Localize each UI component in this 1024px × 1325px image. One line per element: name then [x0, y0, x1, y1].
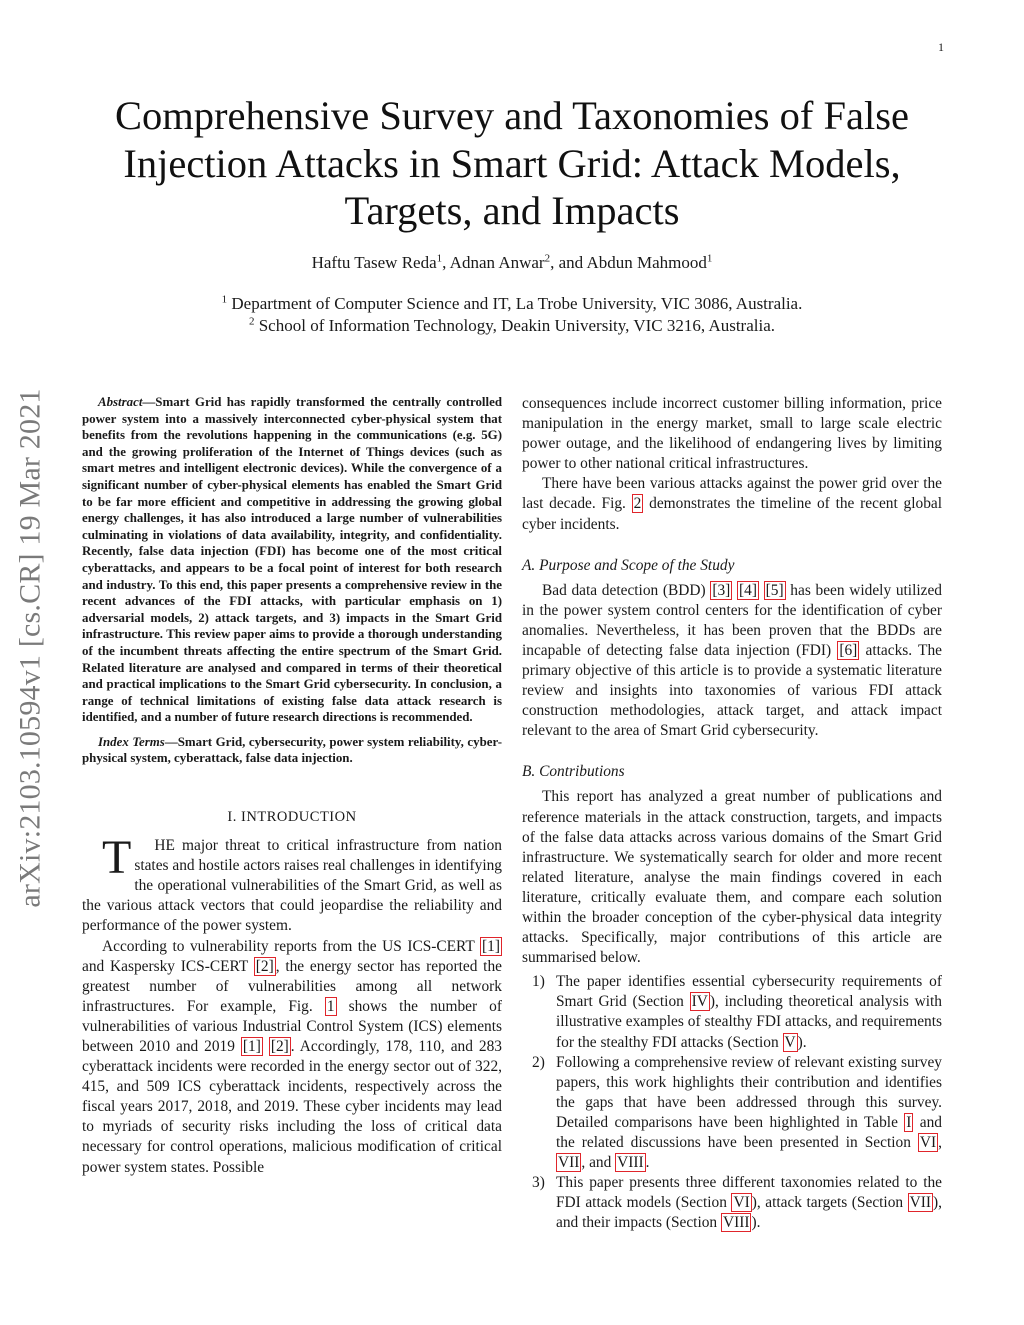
citation-link[interactable]: [2] — [270, 1038, 289, 1055]
title-line: Targets, and Impacts — [344, 188, 680, 233]
subsection-heading-contributions: B. Contributions — [522, 763, 625, 781]
text-run: ), attack targets (Section — [751, 1194, 908, 1212]
citation-link[interactable]: [5] — [765, 581, 784, 599]
list-number: 2) — [532, 1053, 545, 1071]
arxiv-stamp — [0, 348, 62, 948]
affil-mark: 2 — [248, 315, 255, 328]
abstract — [82, 394, 502, 726]
index-terms-text: —Smart Grid, cybersecurity, power system reliability, cyber-physical system, cyberattack, false data injection. — [82, 734, 502, 766]
section-link[interactable]: VI — [733, 1194, 750, 1212]
figure-link[interactable]: 2 — [633, 495, 642, 513]
citation-link[interactable]: [2] — [255, 957, 274, 975]
text-run — [263, 1038, 269, 1055]
author-affil-mark: 1 — [436, 252, 443, 265]
list-item — [522, 1053, 942, 1174]
table-link[interactable]: I — [906, 1113, 912, 1131]
section-link[interactable]: V — [784, 1033, 796, 1051]
affiliation-text: Department of Computer Science and IT, La Trobe University, VIC 3086, Australia. — [227, 294, 803, 313]
text-run: has been widely utilized in the power system control centers for the identification of cyber anomalies. Nevertheless, it has been proven that the BDDs are incapable of detecting false data injection (FDI) — [522, 581, 942, 659]
intro-p1-text: HE major threat to critical infrastructure from nation states and hostile actors raises real challenges in identifying the operational vulnerabilities of the Smart Grid, as well as the various attack vectors that could jeopardise the reliability and performance of the power system. — [82, 837, 502, 935]
title-line: Comprehensive Survey and Taxonomies of False — [115, 93, 909, 138]
author-affil-mark: 2 — [544, 252, 551, 265]
figure-link[interactable]: 1 — [326, 997, 335, 1015]
citation-link[interactable]: [6] — [839, 641, 858, 659]
text-run: According to vulnerability reports from the US ICS-CERT — [102, 937, 481, 955]
text-run: . Accordingly, 178, 110, and 283 cyberattack incidents were recorded in the energy sector out of 322, 415, and 509 ICS cyberattack incidents, respectively across the fiscal years 2017, 2018, and 2019. These cyber incidents may lead to myriads of security risks including the loss of critical data necessary for control operations, malicious modification of critical power system states. Possible — [82, 1038, 502, 1176]
list-item — [522, 1173, 942, 1233]
contributions-paragraph: This report has analyzed a great number of publications and reference materials in the attack construction, targets, and impacts of the false data attacks across various domains of the Smart Grid infrastructure. We systematically search for older and more recent related literature, analyse the main findings covered in each literature, critically evaluate them, and compare each solution within the broader conception of the cyber-physical data integrity attacks. Specifically, major contributions of this article are summarised below. — [522, 788, 942, 967]
citation-link[interactable]: [1] — [242, 1038, 261, 1055]
text-run: , the energy sector has reported the greatest number of vulnerabilities among all network infrastructures. For example, Fig. — [82, 957, 502, 1015]
affiliation-text: School of Information Technology, Deakin University, VIC 3216, Australia. — [254, 316, 776, 335]
abstract-text: —Smart Grid has rapidly transformed the centrally controlled power system into a massively interconnected cyber-physical system that benefits from the revolutions happening in the communications (e.g. 5G) and the growing proliferation of the Internet of Things devices (such as smart metres and intelligent electronic devices). While the convergence of a significant number of cyber-physical elements has enabled the Smart Grid to be far more efficient and competitive in addressing the growing global energy challenges, it has also introduced a large number of vulnerabilities culminating in violations of data availability, integrity, and confidentiality. Recently, false data injection (FDI) has become one of the most critical cyberattacks, and appears to be a focal point of interest for both research and industry. To this end, this paper presents a comprehensive review in the recent advances of the FDI attacks, with particular emphasis on 1) adversarial models, 2) attack targets, and 3) impacts in the Smart Grid infrastructure. This review paper aims to provide a thorough understanding of the incumbent threats affecting the entire spectrum of the Smart Grid. Related literature are analysed and compared in terms of their theoretical and practical implications to the Smart Grid cybersecurity. In conclusion, a range of technical limitations of existing false data attack research is identified, and a number of future research directions is recommended. — [82, 395, 502, 725]
text-run: ), including theoretical analysis with illustrative examples of stealthy FDI attacks, and requirements for the stealthy FDI attacks (Section — [556, 993, 943, 1051]
section-link[interactable]: VIII — [722, 1214, 750, 1232]
text-run: Bad data detection (BDD) — [542, 581, 711, 599]
text-run: The paper identifies essential cybersecurity requirements of Smart Grid (Section — [556, 973, 942, 1011]
left-column — [82, 394, 502, 1178]
text-run: and the related discussions have been presented in Section — [556, 1113, 942, 1151]
section-link[interactable]: VII — [909, 1194, 932, 1212]
text-run: demonstrates the timeline of the recent global cyber incidents. — [522, 495, 942, 533]
right-paragraph-1: consequences include incorrect customer billing information, price manipulation in the energy market, small to large scale electric power outage, and the likelihood of endangering lives by limiting power to other national critical infrastructures. — [522, 395, 942, 473]
affiliation — [0, 293, 1024, 315]
citation-link[interactable]: [4] — [739, 581, 757, 599]
affil-mark: 1 — [221, 293, 228, 306]
list-number: 3) — [532, 1174, 545, 1192]
text-run: attacks. The primary objective of this article is to provide a systematic literature review and insights into taxonomies of various FDI attack construction methodologies, attack target, and attack impact relevant to the area of Smart Grid cybersecurity. — [522, 641, 942, 740]
section-link[interactable]: VIII — [617, 1154, 644, 1172]
section-link[interactable]: VII — [558, 1154, 580, 1172]
text-run: ). — [751, 1214, 761, 1232]
text-run: ). — [797, 1033, 807, 1051]
text-run: , and — [581, 1154, 616, 1172]
subsection-heading-purpose: A. Purpose and Scope of the Study — [522, 556, 735, 574]
author-list — [0, 253, 1024, 273]
page-number: 1 — [938, 40, 944, 54]
paper-title — [0, 92, 1024, 235]
text-run: shows the number of vulnerabilities of various Industrial Control System (ICS) elements between 2010 and 2019 — [82, 997, 502, 1055]
intro-paragraph-1 — [82, 831, 502, 936]
section-link[interactable]: VI — [919, 1134, 937, 1151]
text-run: . — [645, 1154, 650, 1172]
right-column — [522, 394, 942, 1233]
text-run: and Kaspersky ICS-CERT — [82, 957, 254, 975]
title-line: Injection Attacks in Smart Grid: Attack Models, — [123, 140, 901, 186]
affiliation — [0, 315, 1024, 337]
text-run: There have been various attacks against the power grid over the last decade. Fig. — [522, 475, 942, 513]
affiliations — [0, 293, 1024, 337]
abstract-lead: Abstract — [98, 395, 143, 409]
section-title-first: I — [241, 809, 247, 826]
intro-paragraph-2 — [82, 937, 502, 1178]
author-name: , and Abdun Mahmood — [550, 253, 707, 272]
author-name: , Adnan Anwar — [442, 253, 545, 272]
index-terms — [82, 734, 502, 767]
citation-link[interactable]: [3] — [712, 581, 731, 599]
drop-cap: T — [102, 831, 132, 885]
right-paragraph-2 — [522, 474, 942, 534]
section-number: I. — [227, 809, 242, 826]
section-link[interactable]: IV — [691, 993, 708, 1011]
contributions-list — [522, 972, 942, 1233]
list-number: 1) — [532, 973, 545, 991]
purpose-paragraph — [522, 581, 942, 742]
author-name: Haftu Tasew Reda — [311, 253, 437, 272]
text-run: This paper presents three different taxonomies related to the FDI attack models (Section — [556, 1174, 942, 1212]
text-run: ), and their impacts (Section — [556, 1194, 942, 1232]
text-run: Following a comprehensive review of relevant existing survey papers, this work highlights their contribution and identifies the gaps that have been addressed through this survey. Detailed comparisons have been highlighted in Table — [556, 1053, 942, 1131]
list-item — [522, 972, 942, 1052]
citation-link[interactable]: [1] — [482, 937, 500, 955]
text-run: , — [938, 1134, 942, 1151]
author-affil-mark: 1 — [706, 252, 713, 265]
section-title-rest: NTRODUCTION — [246, 809, 357, 826]
text-run — [759, 582, 764, 599]
arxiv-stamp-text: arXiv:2103.10594v1 [cs.CR] 19 Mar 2021 — [14, 388, 47, 908]
section-heading-introduction — [82, 809, 502, 826]
index-terms-lead: Index Terms — [98, 734, 165, 749]
